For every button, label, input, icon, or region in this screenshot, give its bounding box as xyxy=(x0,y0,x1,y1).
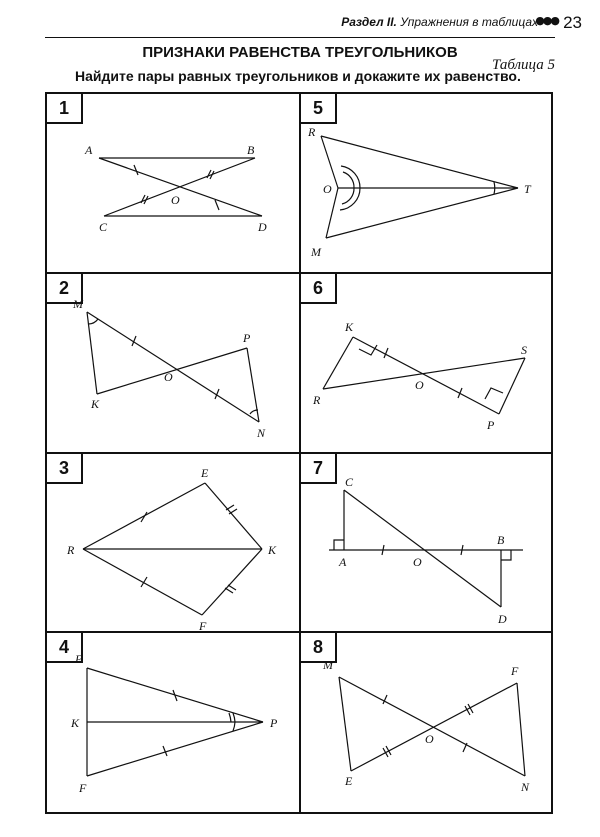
cell-number: 5 xyxy=(299,92,337,124)
point-label: E xyxy=(201,466,209,480)
point-label: O xyxy=(323,182,332,196)
point-label: K xyxy=(345,320,354,334)
section-subtitle: Упражнения в таблицах xyxy=(400,15,538,29)
point-label: T xyxy=(524,182,531,196)
figure-8 xyxy=(301,633,551,812)
exercise-table xyxy=(45,92,553,814)
instruction: Найдите пары равных треугольников и докажите их равенство. xyxy=(75,68,521,84)
point-label: B xyxy=(497,533,505,547)
point-label: E xyxy=(345,774,353,788)
cell-number: 3 xyxy=(45,452,83,484)
table-label: Таблица 5 xyxy=(492,57,555,73)
cell-number: 1 xyxy=(45,92,83,124)
point-label: N xyxy=(521,780,530,794)
section-label: Раздел II. xyxy=(341,15,397,29)
point-label: P xyxy=(487,418,495,432)
cell-1 xyxy=(47,94,299,272)
cell-5 xyxy=(301,94,551,272)
cell-number: 8 xyxy=(299,631,337,663)
point-label: E xyxy=(75,652,83,666)
point-label: B xyxy=(247,143,255,157)
point-label: R xyxy=(313,393,321,407)
running-title xyxy=(341,15,538,29)
cell-7 xyxy=(301,454,551,631)
point-label: O xyxy=(413,555,422,569)
point-label: R xyxy=(67,543,75,557)
point-label: D xyxy=(258,220,267,234)
point-label: F xyxy=(79,781,87,795)
point-label: A xyxy=(339,555,347,569)
page-number: 23 xyxy=(563,13,582,32)
point-label: P xyxy=(243,331,251,345)
cell-number: 4 xyxy=(45,631,83,663)
point-label: F xyxy=(511,664,519,678)
cell-4 xyxy=(47,633,299,812)
point-label: F xyxy=(199,619,207,631)
cell-number: 2 xyxy=(45,272,83,304)
point-label: M xyxy=(323,658,333,672)
point-label: S xyxy=(521,343,527,357)
figure-4 xyxy=(47,633,299,812)
cell-3 xyxy=(47,454,299,631)
point-label: O xyxy=(164,370,173,384)
point-label: C xyxy=(99,220,108,234)
figure-5 xyxy=(301,94,551,272)
figure-6 xyxy=(301,274,551,452)
point-label: C xyxy=(345,475,354,489)
figure-3 xyxy=(47,454,299,631)
point-label: N xyxy=(257,426,266,440)
page-title: ПРИЗНАКИ РАВЕНСТВА ТРЕУГОЛЬНИКОВ xyxy=(142,44,458,61)
point-label: M xyxy=(311,245,321,259)
point-label: D xyxy=(498,612,507,626)
running-header xyxy=(0,0,600,40)
point-label: A xyxy=(85,143,93,157)
point-label: K xyxy=(91,397,100,411)
point-label: M xyxy=(73,297,83,311)
bullets-icon: ●●● xyxy=(535,14,558,27)
point-label: O xyxy=(171,193,180,207)
point-label: P xyxy=(270,716,278,730)
figure-1 xyxy=(47,94,299,272)
point-label: K xyxy=(268,543,277,557)
point-label: R xyxy=(308,125,316,139)
cell-number: 7 xyxy=(299,452,337,484)
figure-2 xyxy=(47,274,299,452)
point-label: O xyxy=(425,732,434,746)
cell-number: 6 xyxy=(299,272,337,304)
cell-6 xyxy=(301,274,551,452)
header-rule xyxy=(45,37,555,38)
cell-8 xyxy=(301,633,551,812)
cell-2 xyxy=(47,274,299,452)
point-label: O xyxy=(415,378,424,392)
figure-7 xyxy=(301,454,551,631)
point-label: K xyxy=(71,716,80,730)
